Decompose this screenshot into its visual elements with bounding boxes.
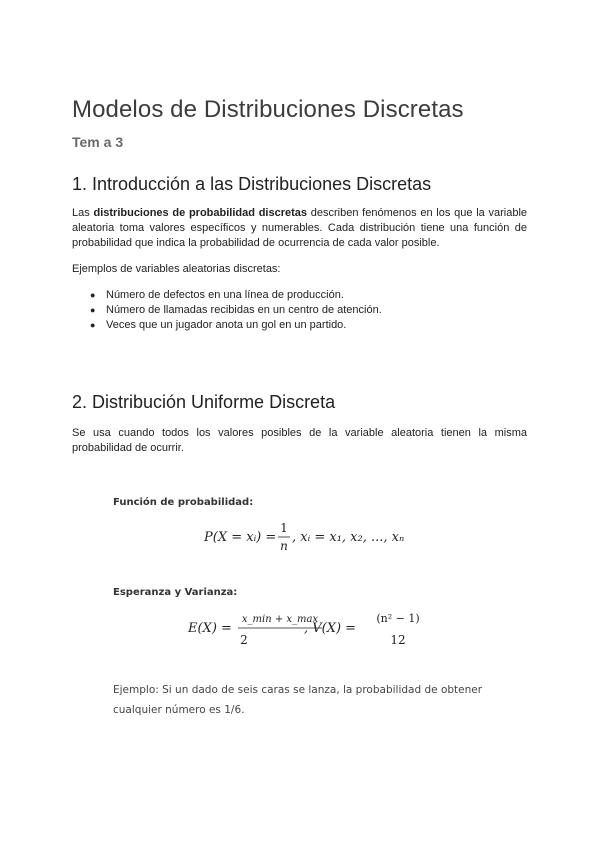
ev-v-denominator: 12 — [390, 633, 406, 647]
section2-paragraph: Se usa cuando todos los valores posibles de la variable aleatoria tienen la misma probabilidad de ocurrir. — [72, 427, 527, 454]
expectation-variance-svg — [186, 608, 436, 652]
examples-label: Ejemplos de variables aleatorias discretas: — [72, 263, 281, 275]
pf-rhs: , xᵢ = x₁, x₂, ..., xₙ — [292, 530, 405, 545]
section1-heading: 1. Introducción a las Distribuciones Discretas — [72, 174, 432, 194]
ev-v-numerator: (n² − 1) — [376, 612, 420, 625]
para-text-start: Las — [72, 207, 94, 219]
expectation-variance-formula — [186, 608, 436, 656]
para-bold-term: distribuciones de probabilidad discretas — [93, 207, 308, 219]
list-item-text: Veces que un jugador anota un gol en un partido. — [106, 319, 347, 331]
document-subtitle: Tem a 3 — [72, 134, 124, 150]
document-title: Modelos de Distribuciones Discretas — [72, 96, 464, 123]
pf-lhs: P(X = xᵢ) = — [204, 530, 277, 545]
bullet-icon: ● — [90, 305, 96, 315]
list-item — [72, 318, 382, 333]
bullet-icon: ● — [90, 320, 96, 330]
example-text: Ejemplo: Si un dado de seis caras se lanza, la probabilidad de obtener cualquier número es 1/6. — [113, 684, 483, 716]
ev-v-lhs: , V(X) = — [304, 621, 357, 636]
ev-e-numerator: x_min + x_max — [241, 614, 319, 625]
ev-e-lhs: E(X) = — [188, 621, 232, 636]
list-item-text: Número de defectos en una línea de producción. — [106, 289, 344, 301]
probability-function-formula — [200, 518, 430, 562]
section1-paragraph — [72, 206, 527, 251]
list-item-text: Número de llamadas recibidas en un centro de atención. — [106, 304, 382, 316]
examples-list — [72, 288, 382, 333]
list-item — [72, 288, 382, 303]
probability-function-svg — [200, 518, 430, 558]
pf-denominator: n — [280, 539, 288, 553]
pf-numerator: 1 — [280, 521, 288, 535]
ev-e-denominator: 2 — [240, 633, 248, 647]
bullet-icon: ● — [90, 290, 96, 300]
section2-heading: 2. Distribución Uniforme Discreta — [72, 392, 336, 412]
expectation-variance-label: Esperanza y Varianza: — [113, 587, 238, 598]
probability-function-label: Función de probabilidad: — [113, 497, 254, 508]
list-item — [72, 303, 382, 318]
para-text-end: describen fenómenos en los que la variable aleatoria toma valores específicos y numerables. Cada distribución tiene una función de probabilidad que indica la probabilidad de ocurrencia de cada valor posible. — [72, 207, 528, 249]
